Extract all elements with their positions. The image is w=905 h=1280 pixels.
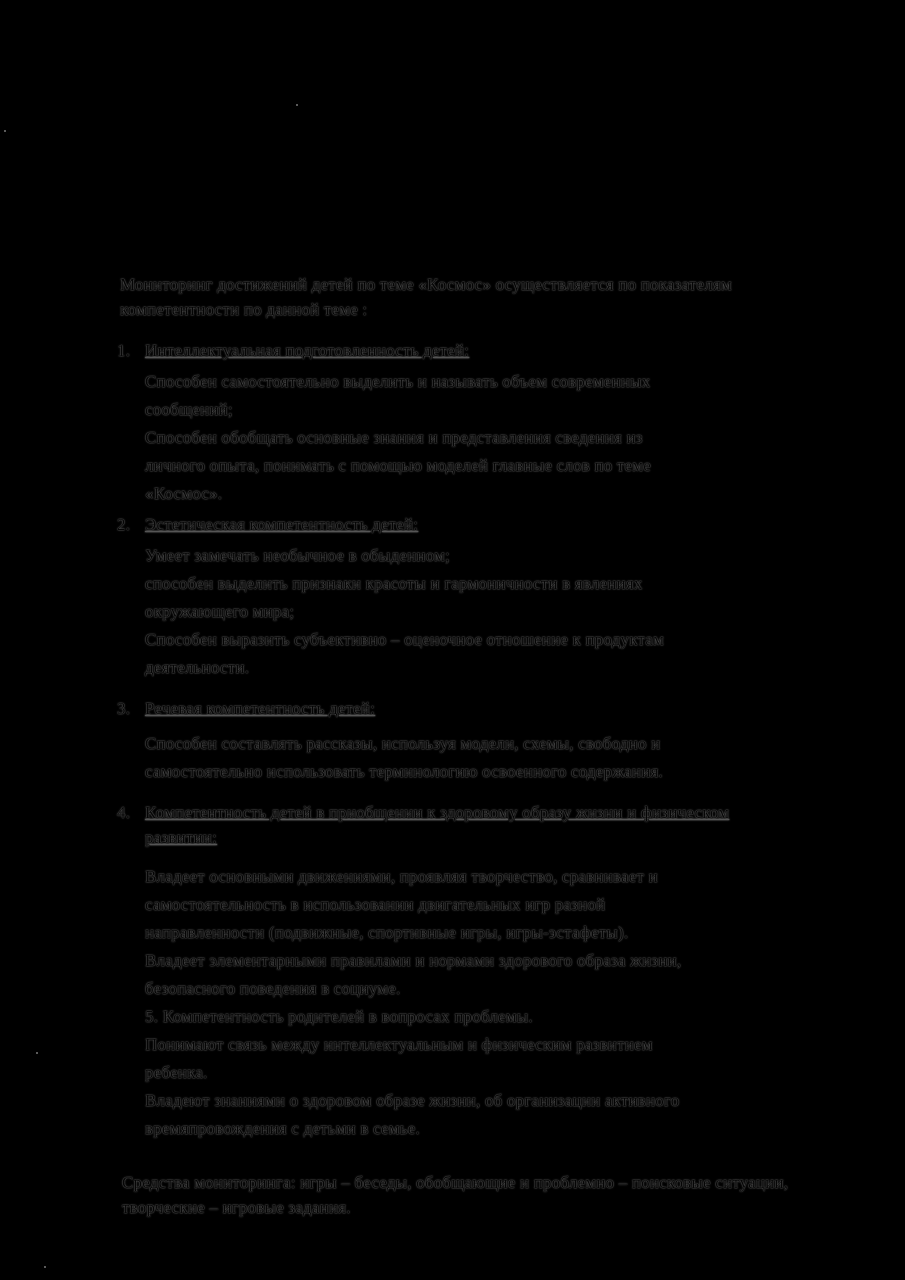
item-line: Способен составлять рассказы, используя модели, схемы, свободно и bbox=[145, 734, 661, 753]
item-heading: Эстетическая компетентность детей: bbox=[145, 515, 419, 534]
item-line: «Космос». bbox=[145, 484, 223, 503]
list-item bbox=[117, 696, 825, 784]
scan-speck bbox=[296, 104, 298, 106]
list-item bbox=[117, 512, 825, 680]
item-line: времяпровождения с детьми в семье. bbox=[145, 1119, 420, 1138]
item-line: деятельности. bbox=[145, 658, 250, 677]
list-item bbox=[117, 800, 825, 1141]
item-line: Способен обобщать основные знания и представления сведения из bbox=[145, 428, 643, 447]
item-heading: Компетентность детей в приобщении к здоровому образу жизни и физическом развитии: bbox=[145, 803, 730, 847]
item-line: самостоятельно использовать терминологию освоенного содержания. bbox=[145, 762, 663, 781]
item-line: Способен выразить субъективно – оценочное отношение к продуктам bbox=[145, 630, 665, 649]
outro-paragraph: Средства мониторинга: игры – беседы, обобщающие и проблемно – поисковые ситуации, творческие – игровые задания. bbox=[122, 1173, 789, 1217]
item-line: направленности (подвижные, спортивные игры, игры-эстафеты). bbox=[145, 923, 629, 942]
item-line: ребенка. bbox=[145, 1063, 208, 1082]
item-line: Умеет замечать необычное в обыденном; bbox=[145, 546, 450, 565]
item-line: Владеет элементарными правилами и нормами здорового образа жизни, bbox=[145, 951, 682, 970]
item-line: сообщений; bbox=[145, 400, 233, 419]
scan-speck bbox=[36, 1052, 38, 1054]
list-item bbox=[117, 338, 825, 506]
item-line: Владеют знаниями о здоровом образе жизни, об организации активного bbox=[145, 1091, 680, 1110]
scan-speck bbox=[4, 130, 6, 132]
item-line: самостоятельность в использовании двигательных игр разной bbox=[145, 895, 606, 914]
item-number: 4. bbox=[117, 803, 131, 822]
item-number: 2. bbox=[117, 515, 131, 534]
item-line: 5. Компетентность родителей в вопросах проблемы. bbox=[145, 1007, 533, 1026]
item-line: окружающего мира; bbox=[145, 602, 295, 621]
item-line: способен выделить признаки красоты и гармоничности в явлениях bbox=[145, 574, 643, 593]
item-heading: Интеллектуальная подготовленность детей: bbox=[145, 341, 470, 360]
item-number: 3. bbox=[117, 699, 131, 718]
intro-paragraph: Мониторинг достижений детей по теме «Космос» осуществляется по показателям компетентности по данной теме : bbox=[120, 275, 732, 319]
scan-speck bbox=[44, 1266, 46, 1268]
item-line: безопасного поведения в социуме. bbox=[145, 979, 401, 998]
item-line: Понимают связь между интеллектуальным и физическим развитием bbox=[145, 1035, 653, 1054]
item-line: Способен самостоятельно выделить и называть объем современных bbox=[145, 372, 651, 391]
item-heading: Речевая компетентность детей: bbox=[145, 699, 376, 718]
item-line: личного опыта, понимать с помощью моделей главные слов по теме bbox=[145, 456, 651, 475]
item-line: Владеет основными движениями, проявляя творчество, сравнивает и bbox=[145, 867, 658, 886]
item-number: 1. bbox=[117, 341, 131, 360]
